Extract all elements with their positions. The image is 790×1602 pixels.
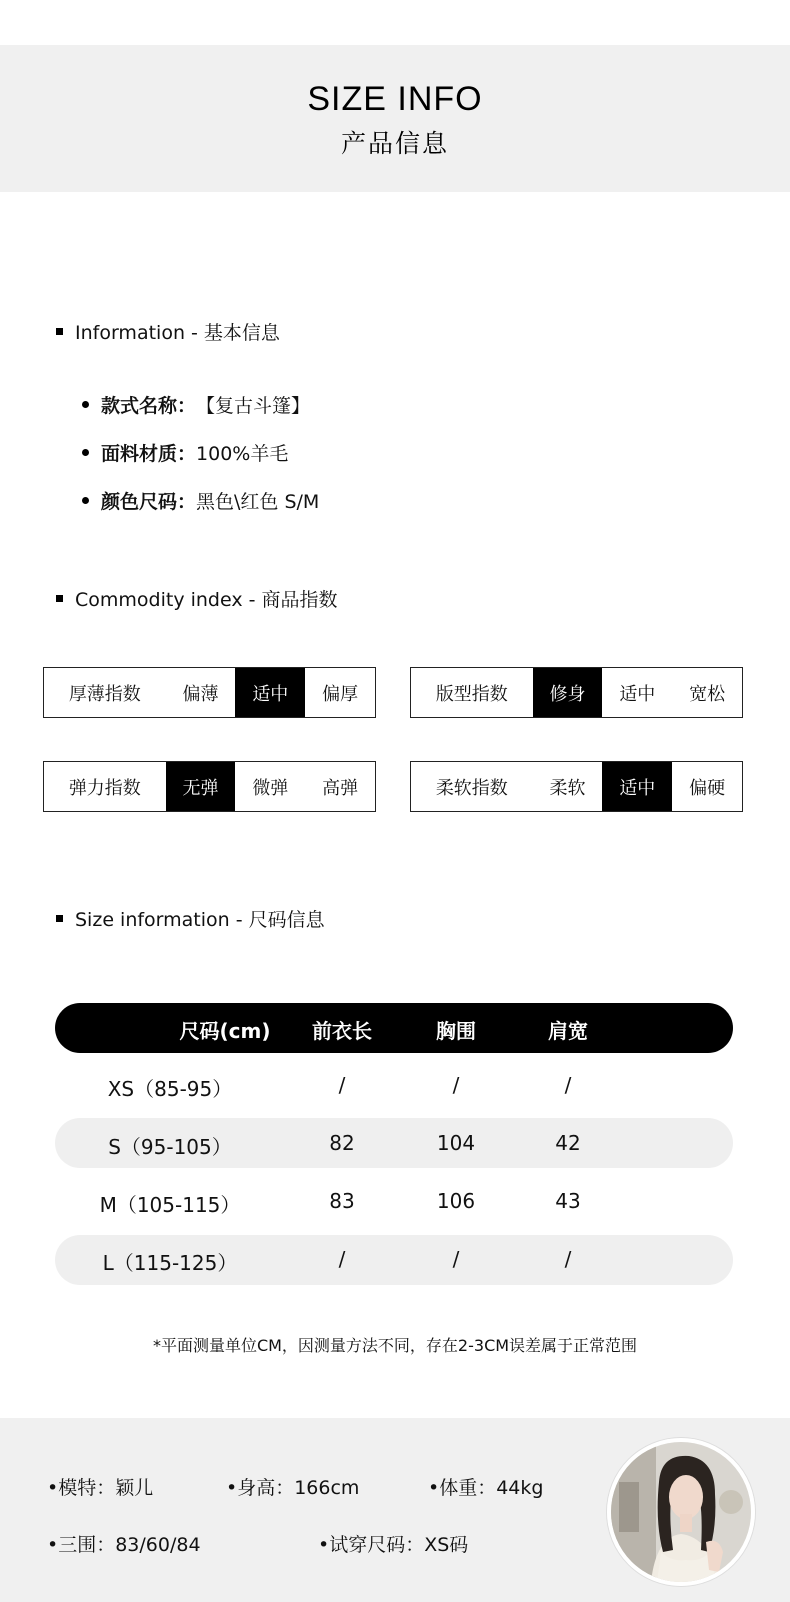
index-fit — [410, 667, 743, 718]
table-cell-size: S（95-105） — [108, 1135, 232, 1159]
table-cell: / — [452, 1073, 460, 1097]
model-weight: •体重：44kg — [428, 1477, 544, 1499]
page-title-cn: 产品信息 — [340, 129, 449, 158]
dot-bullet-icon — [82, 401, 89, 408]
model-height: •身高：166cm — [226, 1477, 360, 1499]
index-option: 偏硬 — [689, 777, 726, 799]
info-label: 面料材质： — [101, 443, 197, 465]
square-bullet-icon — [56, 595, 63, 602]
page-title-en: SIZE INFO — [307, 80, 483, 118]
table-cell: / — [452, 1247, 460, 1271]
size-info-heading — [56, 905, 325, 932]
info-label: 颜色尺码： — [101, 491, 197, 513]
index-option-active: 适中 — [602, 762, 672, 811]
index-label: 弹力指数 — [68, 777, 141, 799]
index-label: 柔软指数 — [435, 777, 508, 799]
info-value: 【复古斗篷】 — [196, 395, 311, 417]
column-header: 胸围 — [436, 1019, 476, 1043]
index-elasticity — [43, 761, 376, 812]
square-bullet-icon — [56, 915, 63, 922]
index-option-active: 适中 — [235, 668, 305, 717]
table-cell-size: M（105-115） — [99, 1193, 241, 1217]
dot-bullet-icon — [82, 449, 89, 456]
table-cell-size: XS（85-95） — [107, 1077, 233, 1101]
table-cell: / — [338, 1247, 346, 1271]
info-item-material — [82, 439, 288, 466]
table-cell: 106 — [436, 1189, 476, 1213]
index-option: 偏薄 — [182, 683, 219, 705]
model-photo-icon — [611, 1442, 751, 1582]
model-avatar — [607, 1438, 755, 1586]
index-option: 偏厚 — [322, 683, 359, 705]
column-header: 肩宽 — [548, 1019, 588, 1043]
info-item-color-size — [82, 487, 319, 514]
index-thickness — [43, 667, 376, 718]
information-heading — [56, 318, 280, 345]
info-value: 100%羊毛 — [196, 443, 289, 465]
index-softness — [410, 761, 743, 812]
dot-bullet-icon — [82, 497, 89, 504]
index-option: 微弹 — [252, 777, 289, 799]
index-option-active: 无弹 — [166, 762, 236, 811]
model-try-size: •试穿尺码：XS码 — [318, 1534, 469, 1556]
size-table-header — [55, 1003, 733, 1053]
information-heading-text: Information - 基本信息 — [75, 322, 280, 344]
index-label: 厚薄指数 — [68, 683, 141, 705]
model-measurements: •三围：83/60/84 — [47, 1534, 201, 1556]
table-cell: 104 — [436, 1131, 476, 1155]
table-cell: 82 — [329, 1131, 355, 1155]
size-info-heading-text: Size information - 尺码信息 — [75, 909, 325, 931]
index-label: 版型指数 — [435, 683, 508, 705]
commodity-heading-text: Commodity index - 商品指数 — [75, 589, 338, 611]
info-value: 黑色\红色 S/M — [196, 491, 320, 513]
table-cell: 42 — [555, 1131, 581, 1155]
table-cell: / — [564, 1073, 572, 1097]
commodity-heading — [56, 585, 338, 612]
info-item-style-name — [82, 391, 310, 418]
square-bullet-icon — [56, 328, 63, 335]
column-header: 尺码(cm) — [179, 1019, 271, 1043]
column-header: 前衣长 — [312, 1019, 372, 1043]
measurement-note: *平面测量单位CM，因测量方法不同，存在2-3CM误差属于正常范围 — [152, 1336, 638, 1355]
index-option: 高弹 — [322, 777, 359, 799]
index-option: 柔软 — [549, 777, 586, 799]
table-cell-size: L（115-125） — [102, 1251, 238, 1275]
table-cell: 43 — [555, 1189, 581, 1213]
info-label: 款式名称： — [101, 395, 197, 417]
index-option: 宽松 — [689, 683, 726, 705]
table-cell: / — [564, 1247, 572, 1271]
index-option: 适中 — [619, 683, 656, 705]
model-name: •模特：颖儿 — [47, 1477, 154, 1499]
table-cell: 83 — [329, 1189, 355, 1213]
table-cell: / — [338, 1073, 346, 1097]
index-option-active: 修身 — [533, 668, 603, 717]
